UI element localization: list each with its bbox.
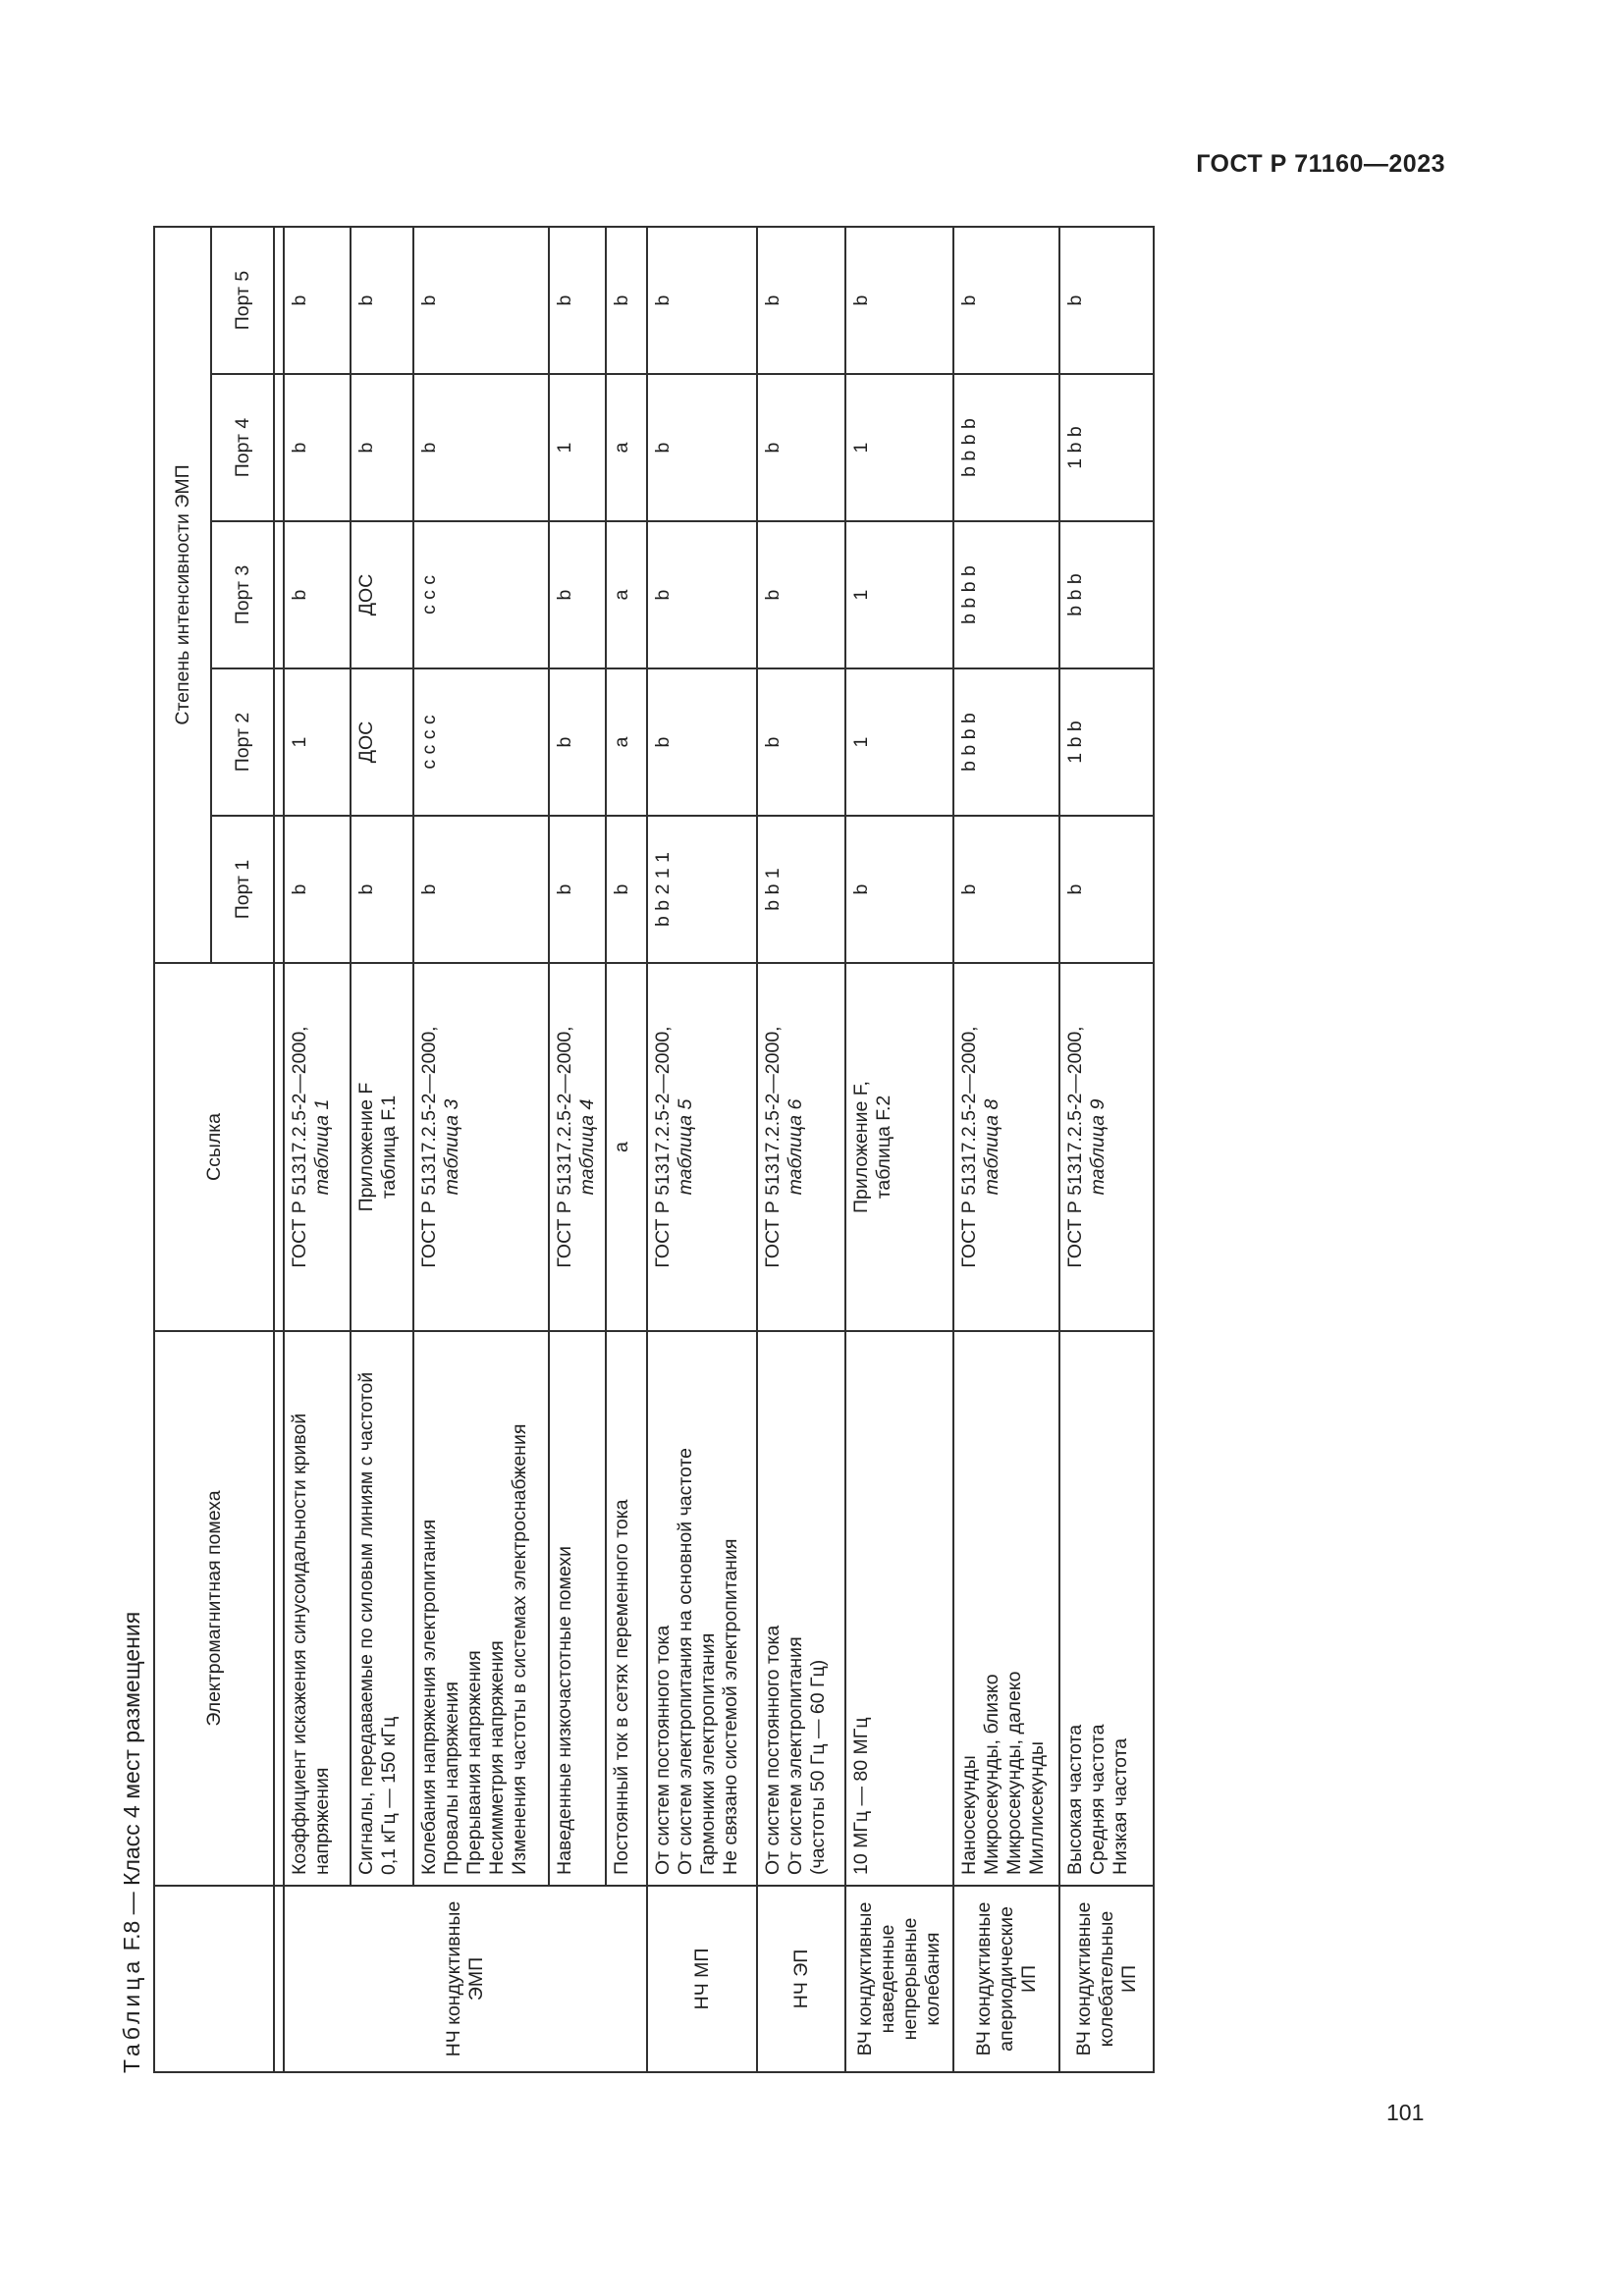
header-port: Порт 5: [211, 227, 274, 374]
port-value-cell: b: [549, 227, 606, 374]
header-spacer-row: [274, 227, 284, 2072]
port-value-cell: b: [413, 227, 549, 374]
port-value-cell: b: [351, 227, 413, 374]
phenomenon-line: Коэффициент искажения синусоидальности кривой напряжения: [289, 1413, 333, 1875]
group-label-cell: ВЧ кондуктивные наведенные непрерывные колебания: [845, 1886, 953, 2072]
port-value-cell: b: [845, 816, 953, 963]
port-value-cell: c c c: [413, 521, 549, 668]
reference-cell: [647, 963, 757, 1331]
reference-line: таблица 5: [675, 1098, 696, 1196]
phenomenon-line: Наносекунды: [958, 1755, 980, 1875]
port-value-cell: b: [351, 816, 413, 963]
reference-cell: [413, 963, 549, 1331]
phenomenon-line: Микросекунды, далеко: [1003, 1671, 1025, 1875]
table-row: [549, 227, 606, 2072]
port-value-cell: b: [757, 374, 845, 521]
port-value-cell: b: [284, 374, 351, 521]
phenomenon-line: Средняя частота: [1087, 1724, 1109, 1875]
port-value-cell: b: [284, 816, 351, 963]
phenomenon-cell: [647, 1331, 757, 1886]
header-intensity: Степень интенсивности ЭМП: [154, 227, 211, 963]
port-value-cell: b: [845, 227, 953, 374]
group-label-cell: НЧ МП: [647, 1886, 757, 2072]
port-value-cell: 1: [845, 521, 953, 668]
phenomenon-cell: [757, 1331, 845, 1886]
table-caption: [110, 1612, 153, 2073]
port-value-cell: b: [284, 521, 351, 668]
port-value-cell: b: [549, 668, 606, 816]
header-group-spacer: [154, 1886, 274, 2072]
table-row: [351, 227, 413, 2072]
port-value-cell: a: [606, 668, 647, 816]
phenomenon-cell: [606, 1331, 647, 1886]
phenomenon-cell: [284, 1331, 351, 1886]
phenomenon-line: Микросекунды, близко: [981, 1674, 1002, 1875]
phenomenon-cell: [549, 1331, 606, 1886]
phenomenon-line: Колебания напряжения электропитания: [418, 1519, 440, 1875]
port-value-cell: b: [757, 668, 845, 816]
port-value-cell: b: [549, 816, 606, 963]
phenomenon-line: Наведенные низкочастотные помехи: [554, 1545, 575, 1875]
phenomenon-line: (частоты 50 Гц — 60 Гц): [807, 1659, 829, 1875]
port-value-cell: 1: [845, 668, 953, 816]
reference-line: ГОСТ Р 51317.2.5-2—2000,: [652, 1026, 674, 1268]
phenomenon-line: Гармоники электропитания: [697, 1632, 719, 1875]
port-value-cell: 1: [284, 668, 351, 816]
port-value-cell: b: [1059, 816, 1154, 963]
reference-line: ГОСТ Р 51317.2.5-2—2000,: [418, 1026, 440, 1268]
table-row: [845, 227, 953, 2072]
port-value-cell: b b b: [1059, 521, 1154, 668]
reference-line: таблица F.1: [378, 1095, 400, 1200]
port-value-cell: ДОС: [351, 521, 413, 668]
reference-cell: [953, 963, 1059, 1331]
phenomenon-line: Не связано системой электропитания: [720, 1538, 741, 1875]
port-value-cell: b: [413, 374, 549, 521]
port-value-cell: b: [757, 521, 845, 668]
port-value-cell: b: [351, 374, 413, 521]
phenomenon-line: Сигналы, передаваемые по силовым линиям с частотой 0,1 кГц — 150 кГц: [355, 1371, 400, 1875]
reference-cell: [284, 963, 351, 1331]
phenomenon-line: Постоянный ток в сетях переменного тока: [611, 1499, 632, 1875]
reference-line: Приложение F: [355, 1082, 377, 1212]
reference-cell: [1059, 963, 1154, 1331]
reference-line: ГОСТ Р 51317.2.5-2—2000,: [289, 1026, 310, 1268]
rotated-table-area: [110, 228, 1367, 2073]
port-value-cell: a: [606, 521, 647, 668]
header-port: Порт 4: [211, 374, 274, 521]
phenomenon-line: Провалы напряжения: [441, 1682, 462, 1875]
group-label-cell: ВЧ кондуктивные колебательные ИП: [1059, 1886, 1154, 2072]
phenomenon-line: 10 МГц — 80 МГц: [850, 1717, 872, 1875]
phenomenon-line: От систем постоянного тока: [762, 1625, 784, 1875]
port-value-cell: b: [647, 668, 757, 816]
phenomenon-cell: [1059, 1331, 1154, 1886]
phenomenon-line: Низкая частота: [1110, 1737, 1131, 1875]
phenomenon-line: Прерывания напряжения: [463, 1650, 485, 1875]
port-value-cell: b: [953, 227, 1059, 374]
table-row: [284, 227, 351, 2072]
caption-title: F.8 — Класс 4 мест размещения: [119, 1611, 144, 1951]
reference-line: таблица 9: [1087, 1098, 1109, 1196]
port-value-cell: c c c c: [413, 668, 549, 816]
table-row: [1059, 227, 1154, 2072]
reference-line: таблица 1: [311, 1098, 333, 1196]
port-value-cell: b b 1: [757, 816, 845, 963]
port-value-cell: b: [413, 816, 549, 963]
port-value-cell: b b b b: [953, 668, 1059, 816]
reference-line: ГОСТ Р 51317.2.5-2—2000,: [762, 1026, 784, 1268]
port-value-cell: b: [647, 227, 757, 374]
reference-cell: [606, 963, 647, 1331]
reference-line: таблица F.2: [873, 1095, 894, 1200]
reference-cell: [757, 963, 845, 1331]
header-reference: Ссылка: [154, 963, 274, 1331]
reference-cell: [549, 963, 606, 1331]
phenomenon-cell: [845, 1331, 953, 1886]
table-row: [757, 227, 845, 2072]
port-value-cell: b: [284, 227, 351, 374]
group-label-cell: НЧ ЭП: [757, 1886, 845, 2072]
port-value-cell: a: [606, 374, 647, 521]
port-value-cell: b: [647, 521, 757, 668]
port-value-cell: b: [606, 816, 647, 963]
reference-cell: [845, 963, 953, 1331]
document-header: ГОСТ Р 71160—2023: [1196, 150, 1445, 178]
port-value-cell: b: [1059, 227, 1154, 374]
group-label-cell: НЧ кондуктивные ЭМП: [284, 1886, 647, 2072]
port-value-cell: b: [953, 816, 1059, 963]
phenomenon-line: Миллисекунды: [1026, 1740, 1048, 1875]
phenomenon-line: Высокая частота: [1064, 1724, 1086, 1875]
port-value-cell: b: [647, 374, 757, 521]
reference-line: ГОСТ Р 51317.2.5-2—2000,: [1064, 1026, 1086, 1268]
phenomenon-line: Несимметрия напряжения: [486, 1640, 508, 1875]
header-port: Порт 3: [211, 521, 274, 668]
page-number: 101: [1386, 2100, 1425, 2125]
header-port: Порт 2: [211, 668, 274, 816]
header-interference: Электромагнитная помеха: [154, 1331, 274, 1886]
reference-line: таблица 6: [785, 1098, 806, 1196]
table-row: [413, 227, 549, 2072]
phenomenon-line: От систем электропитания: [785, 1636, 806, 1875]
group-label-cell: ВЧ кондуктивные апериодические ИП: [953, 1886, 1059, 2072]
reference-line: ГОСТ Р 51317.2.5-2—2000,: [958, 1026, 980, 1268]
reference-cell: [351, 963, 413, 1331]
reference-line: a: [611, 1142, 632, 1152]
phenomenon-line: От систем постоянного тока: [652, 1625, 674, 1875]
table-row: [647, 227, 757, 2072]
phenomenon-cell: [413, 1331, 549, 1886]
port-value-cell: 1: [845, 374, 953, 521]
port-value-cell: b b b b: [953, 374, 1059, 521]
header-port: Порт 1: [211, 816, 274, 963]
port-value-cell: ДОС: [351, 668, 413, 816]
phenomenon-cell: [953, 1331, 1059, 1886]
emc-table: [153, 226, 1155, 2073]
reference-line: ГОСТ Р 51317.2.5-2—2000,: [554, 1026, 575, 1268]
caption-label: Таблица: [119, 1956, 144, 2073]
table-body: [284, 227, 1154, 2072]
port-value-cell: b: [757, 227, 845, 374]
reference-line: Приложение F,: [850, 1081, 872, 1213]
phenomenon-cell: [351, 1331, 413, 1886]
reference-line: таблица 4: [576, 1098, 598, 1196]
reference-line: таблица 3: [441, 1098, 462, 1196]
table-row: [953, 227, 1059, 2072]
port-value-cell: b: [549, 521, 606, 668]
reference-line: таблица 8: [981, 1098, 1002, 1196]
port-value-cell: b b 2 1 1: [647, 816, 757, 963]
port-value-cell: 1: [549, 374, 606, 521]
phenomenon-line: Изменения частоты в системах электроснабжения: [509, 1423, 530, 1875]
port-value-cell: b: [606, 227, 647, 374]
table-row: [606, 227, 647, 2072]
port-value-cell: 1 b b: [1059, 668, 1154, 816]
phenomenon-line: От систем электропитания на основной частоте: [675, 1447, 696, 1875]
port-value-cell: b b b b: [953, 521, 1059, 668]
port-value-cell: 1 b b: [1059, 374, 1154, 521]
